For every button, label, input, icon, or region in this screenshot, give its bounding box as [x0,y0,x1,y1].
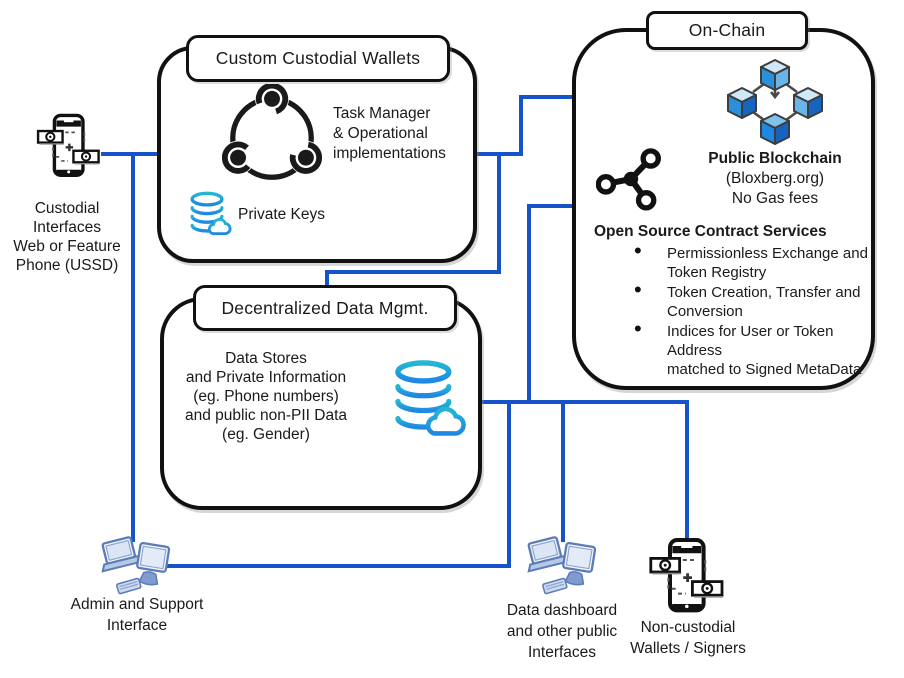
dashboard-workstation-icon [522,534,602,598]
services-list [610,244,882,380]
non-custodial-phone-icon money-phone-icon [644,536,728,616]
custodial-interfaces-label: Custodial Interfaces Web or Feature Phone (USSD) [13,200,121,274]
service-item-indices: • Indices for User or Token Address matched to Signed MetaData [610,322,882,379]
data-mgmt-text: Data Stores and Private Information (eg. Phone numbers) and public non-PII Data (eg. Gender) [185,350,347,443]
services-heading: Open Source Contract Services [594,223,827,240]
data-mgmt-title [193,285,457,331]
custodial-phone-icon money-phone-icon [32,112,104,180]
connector-bottom-bus [482,400,689,404]
admin-support-label: Admin and Support Interface [70,596,204,634]
data-dashboard-label: Data dashboard and other public Interfaces [506,602,618,661]
molecule-icon [596,141,672,217]
task-manager-icon [219,84,325,190]
task-manager-text: Task Manager & Operational implementations [333,105,446,162]
connector-admin-up [507,400,511,568]
private-keys-database-icon [184,190,232,238]
connector-wallets-up [519,95,523,156]
data-stores-database-icon [384,356,466,442]
connector-phone-to-wallets [101,152,159,156]
connector-onchain-down [527,204,531,404]
service-item-token: • Token Creation, Transfer and Conversion [610,283,882,321]
connector-to-datamgmt-h [325,270,501,274]
on-chain-title-label: On-Chain [688,20,766,40]
blockchain-cubes-icon [720,56,830,152]
connector-noncustodial-drop [685,400,689,542]
connector-admin-h [167,564,511,568]
connector-onchain-left [527,204,576,208]
custodial-wallets-title-label: Custom Custodial Wallets [215,48,421,68]
connector-wallets-to-onchain [519,95,576,99]
on-chain-title [646,11,808,50]
service-item-exchange: • Permissionless Exchange and Token Registry [610,244,882,282]
custodial-wallets-title [186,35,450,82]
connector-left-vertical [131,152,135,542]
private-keys-label: Private Keys [238,206,326,223]
connector-dashboard-drop [561,400,565,542]
non-custodial-label: Non-custodial Wallets / Signers [630,619,746,657]
public-blockchain-text: Public Blockchain (Bloxberg.org) No Gas fees [708,150,842,207]
connector-wallets-down [497,152,501,274]
data-mgmt-title-label: Decentralized Data Mgmt. [221,297,429,318]
admin-workstation-icon [96,534,176,598]
